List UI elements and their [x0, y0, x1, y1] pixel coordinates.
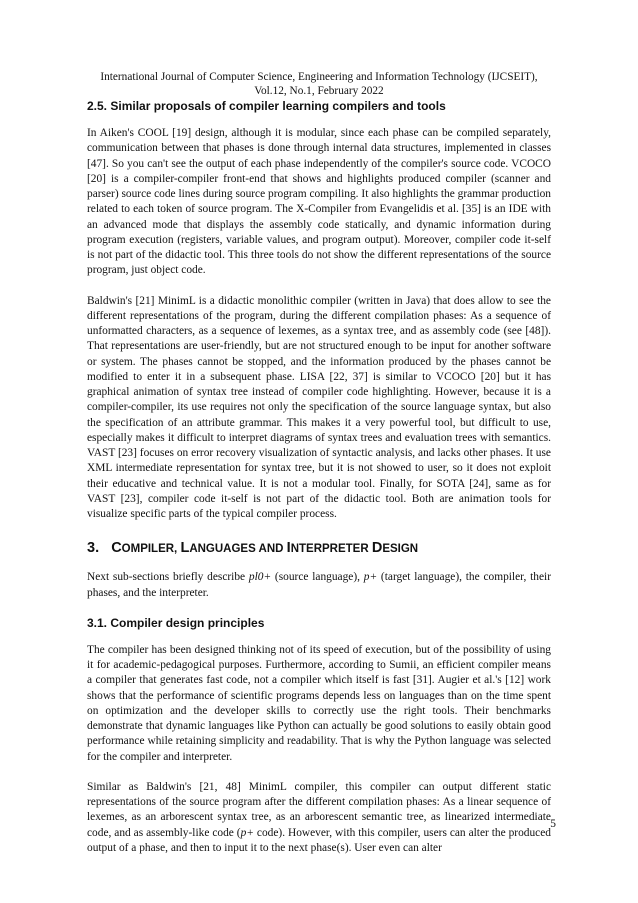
section-2-5-paragraph-1: In Aiken's COOL [19] design, although it is modular, since each phase can be compiled separately, communication between that phases is done through internal data structures, implemented in classes [47]. So you can't see the output of each phase independently of the compiler's source code. VCOCO [20] is a compiler-compiler front-end that shows and highlights produced compiler (scanner and parser) source code lines during source program compiling. It also highlights the grammar production related to each token of source program. The X-Compiler from Evangelidis et al. [35] is an IDE with an advanced mode that displays the assembly code statically, and dynamic information during program execution (registers, variable values, and program output). Moreover, compiler code it-self is not part of the didactic tool. This three tools do not show the different representations of the source program, just object code.	[87, 127, 551, 277]
p-plus-term: p+	[363, 571, 378, 584]
section-2-5-paragraph-2: Baldwin's [21] MinimL is a didactic monolithic compiler (written in Java) that does allow to see the different representations of the program, during the different compilation phases: As a sequence of unformatted characters, as a sequence of lexemes, as a syntax tree, and as assembly code (see [48]). That representations are user-friendly, but are not structured enough to be input for another software or system. The phases cannot be stopped, and the information produced by the phases cannot be modified to enter it in a subsequent phase. LISA [22, 37] is similar to VCOCO [20] but it has graphical animation of syntax tree instead of compiler code highlighting. However, because it is a compiler-compiler, its use requires not only the specification of the source language syntax, but also the specification of an attribute grammar. This makes it a very powerful tool, but difficult to use, especially makes it difficult to interpret diagrams of syntax trees and evaluation trees with semantics. VAST [23] focuses on error recovery visualization of syntactic analysis, and lacks other phases. It use XML intermediate representation for syntax tree, but it is not showed to user, so it does not exploit their educative and technical value. It is not a modular tool. Finally, for SOTA [24], same as for VAST [23], compiler code it-self is not part of the didactic tool. Both are animation tools for visualize specific parts of the typical compiler process.	[87, 294, 551, 520]
section-3-heading: 3. COMPILER, LANGUAGES AND INTERPRETER DESIGN	[87, 540, 419, 557]
section-3-number: 3.	[87, 540, 100, 557]
p-plus-term: p+	[240, 826, 254, 839]
journal-name: International Journal of Computer Science, Engineering and Information Technology (IJCSEIT),	[100, 71, 538, 83]
section-3-intro: Next sub-sections briefly describe pl0+ (source language), p+ (target language), the compiler, their phases, and the interpreter.	[87, 571, 551, 599]
running-header	[80, 70, 558, 98]
body-text	[87, 99, 551, 856]
journal-volume: Vol.12, No.1, February 2022	[254, 85, 384, 97]
pl0-plus-term: pl0+	[248, 571, 272, 584]
section-3-1-heading: 3.1. Compiler design principles	[87, 615, 265, 630]
section-3-1-paragraph-2: Similar as Baldwin's [21, 48] MinimL compiler, this compiler can output different static representations of the source program after the different compilation phases: As a linear sequence of lexemes, as an arborescent syntax tree, as an arborescent semantic tree, as linearized intermediate code, and as assembly-like code (p+ code). However, with this compiler, users can alter the produced output of a phase, and then to input it to the next phase(s). User even can alter	[87, 780, 551, 854]
page-number: 5	[550, 818, 556, 830]
section-3-1-paragraph-1: The compiler has been designed thinking not of its speed of execution, but of the possibility of using it for academic-pedagogical purposes. Furthermore, according to Sumii, an efficient compiler means a compiler that generates fast code, not a compiler which itself is fast [31]. Augier et al.'s [12] work shows that the performance of scientific programs depends less on languages than on the time spent on optimization and the developer skills to correctly use the right tools. Their benchmarks demonstrate that dynamic languages like Python can actually be good solutions to easily obtain good performance while retaining simplicity and readability. That is why the Python language was selected for the compiler and interpreter.	[87, 643, 551, 763]
section-2-5-heading: 2.5. Similar proposals of compiler learning compilers and tools	[87, 99, 446, 113]
